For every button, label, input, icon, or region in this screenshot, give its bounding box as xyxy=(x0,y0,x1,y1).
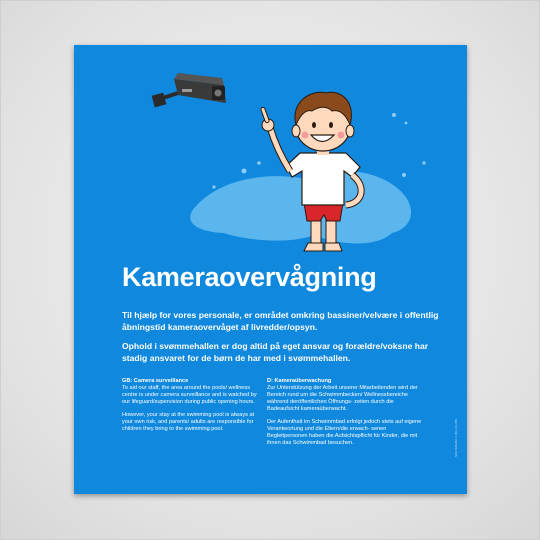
german-heading: D: Kameraüberwachung xyxy=(267,378,332,384)
english-paragraph-2: However, your stay at the swimming pool is always at your own risk, and parents/ adults are responsible for children they bring to the swimming pool. xyxy=(122,412,255,432)
german-paragraph-2: Der Aufenthalt im Schwimmbad erfolgt jedoch stets auf eigene Verantwortung und die Eltern/die erwach- senen Begleitpersonen haben die Aufsichtspflicht für Kinder, die mit ihnen das Schwimmbad besuchen. xyxy=(267,419,422,446)
poster-title: Kameraovervågning xyxy=(122,262,377,292)
german-paragraph-1: Zur Unterstützung der Arbeit unserer Mitarbeitenden wird der Bereich rund um die Schwimmbecken/ Wellnessbereiche während deröffentlichen Öffnungs- zeiten durch die Badeaufsicht kameraüberwacht. xyxy=(267,384,418,412)
poster xyxy=(74,45,467,494)
danish-paragraph-2: Ophold i svømmehallen er dog altid på eget ansvar og forældre/voksne har stadig ansvaret for de børn de har med i svømmehallen. xyxy=(122,341,429,363)
danish-paragraph-1: Til hjælp for vores personale, er området omkring bassiner/velvære i offentlig åbningstid kameraovervåget af livredder/opsyn. xyxy=(122,310,439,332)
english-heading: GB: Camera surveillance xyxy=(122,378,189,384)
fine-print: SKILTEBANK X.DK 123-456 xyxy=(454,419,458,457)
german-section xyxy=(267,378,427,453)
english-section xyxy=(122,378,262,439)
illustration xyxy=(74,45,467,260)
security-camera-icon xyxy=(152,73,226,107)
english-paragraph-1: To aid our staff, the area around the pools/ wellness centre is under camera surveillance and is watched by our lifeguard/supervision during public opening hours. xyxy=(122,384,257,405)
